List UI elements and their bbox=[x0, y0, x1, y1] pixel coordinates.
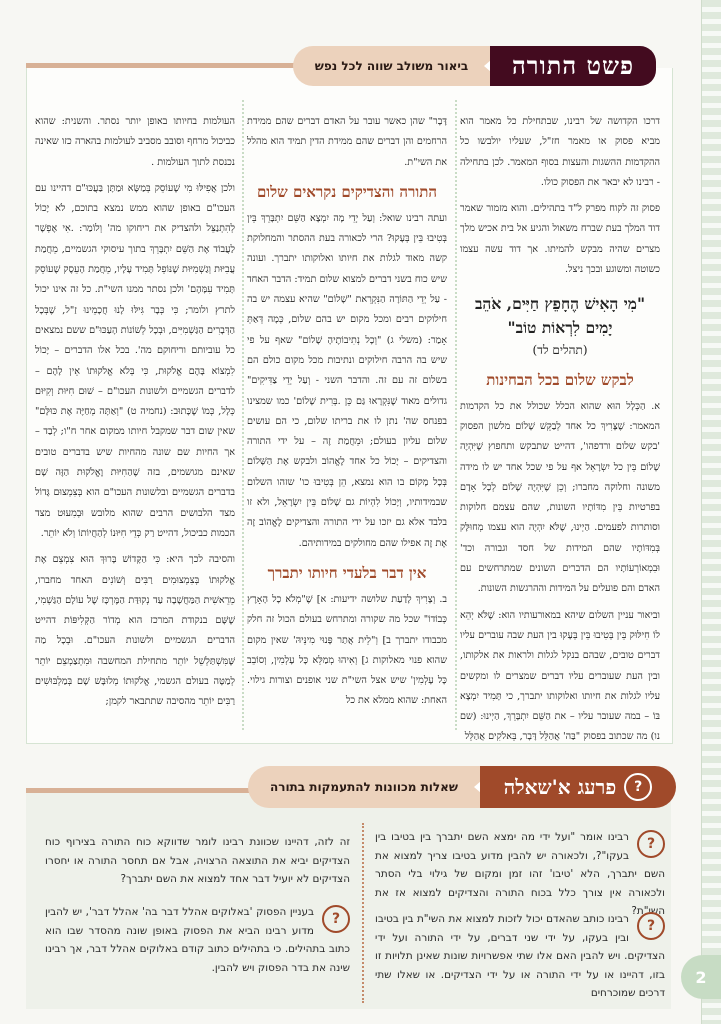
body-paragraph: העולמות בחיותו באופן יותר נסתר. והשנית: שהוא כביכול מרחף וסובב מסביב לעולמות בהארה כזו שאינה נכנסת לתוך העולמות . bbox=[35, 116, 235, 168]
question-text: רבינו אומר "ועל ידי מה ימצא השם יתברך בין בטיבו בין בעקו"?, ולכאורה יש להבין מדוע בטיבו צריך למצוא את השם יתברך, הלא 'טיבו' זהו זמן ומקום של גילוי בלי הסתר ולכאורה אין צורך כלל בכוח התורה והצדיקים למצוא אז את השי"ת? bbox=[375, 831, 665, 917]
subsection-heading: התורה והצדיקים נקראים שלום bbox=[256, 182, 438, 201]
questions-divider bbox=[362, 823, 364, 1003]
questions-title bbox=[480, 766, 676, 808]
question-bubble-icon: ? bbox=[624, 773, 652, 801]
body-paragraph: ולכן אֲפִילּוּ מִי שֶׁעוֹסֵק בְּמַשָּׂא וּמַתָּן בַּעֲכּוּ"ם דהיינו עם העכו"ם באופן שהוא ממש נמצא בתוכם, לֹא יָכוֹל לְהִתְנַצֵּל ולהצדיק את ריחוקו מה' וְלוֹמַר: .אִי אֶפְשָׁר לַעֲבוֹד אֶת הַשֵּׁם יִתְבָּרֵךְ בתוך עיסוקי הגשמיים, מֵחֲמַת עֲבִיּוּת וְגַשְׁמִיּוּת שֶׁנּוֹפֵל תָּמִיד עָלָיו, מֵחֲמַת הָעֵסֶק שֶׁעוֹסֵק תָּמִיד עִמָּהֶם' ולכן נסתר ממנו השי"ת. כל זה אינו יכול לתרץ ולומר; כִּי כְּבָר גִּילּוּ לָנוּ חֲכָמֵינוּ זַ"ל, שֶׁבְּכָל הַדְּבָרִים הַגַּשְׁמִיִּים, וּבְכָל לְשׁוֹנוֹת הָעַכּוּ"ם ששם נמצאים כל עוביותם וריחוקם מה'. בכל אלו הדברים – יָכוֹל לִמְצוֹא בָּהֶם אֱלֹקוּת, כִּי בְּלֹא אֱלֹקוּתוֹ אֵין לָהֶם – לדברים הגשמיים ולשונות העכו"ם – שׁוּם חִיּוּת וְקִיּוּם כְּלָל, כְּמוֹ שֶׁכָּתוּב: (נחמיה ט) "וְאַתָּה מְחַיֶּה אֶת כּוּלָּם" שאין שום דבר שמקבל חיותו ממקום אחר ח"ו; לְבַד – אך החיות שם שונה מהחיות שיש בדברים טובים שאינם מגושמים, בזה שֶׁהַחִיּוּת וֶאֱלֹקוּת הַזֶּה שָׁם בדברים הגשמיים ובלשונות העכו"ם הוא בְּצִמְצוּם גָּדוֹל מצד הלבושים הרבים שהוא מלובש וּבְמִעוּט מצד הכמות כביכול, דהייט רַק כְּדֵי חִיּוּנוֹ לְהַחֲיוֹתוֹ וְלֹא יוֹתֵר. bbox=[35, 182, 235, 539]
question-continuation bbox=[45, 833, 350, 889]
question-item bbox=[375, 910, 665, 1003]
column-divider bbox=[242, 100, 244, 730]
question-text: בעניין הפסוק 'באלוקים אהלל דבר בה' אהלל דבר', יש להבין מדוע רבינו הביא את הפסוק באופן שונה מהסדר שבו הוא כתוב בתהילים. כי בתהילים כתוב קודם באלוקים אהלל דבר, אך רבינו שינה את בדר הפסוק ויש להבין. bbox=[45, 906, 350, 974]
section-title: פשט התורה bbox=[490, 46, 656, 86]
page-number: 2 bbox=[681, 955, 721, 999]
intro-paragraph: פסוק זה לקוח מפרק ל"ד בתהילים. והוא מזמור שאמר דוד המלך בעת שברח משאול והגיע אל בית אכיש מלך מצרים שהיה מבקש להמיתו. אך דוד עשה עצמו כשוטה ומשוגע ובכך ניצל. bbox=[460, 203, 660, 276]
body-paragraph: והסיבה לכך היא: כִּי הַקָּדוֹשׁ בָּרוּךְ הוּא צִמְצֵם אֶת אֱלֹקוּתוֹ בְּצִמְצוּמִים רַבִּים וְשׁוֹנִים האחד מחברו, מֵרֵאשִׁית הַמַּחֲשָׁבָה עַד נְקוּדַּת הַמֶּרְכָּז שֶׁל עוֹלָם הַגַּשְׁמִי, שֶׁשָּׁם בנקודת המרכז הוא מְדוֹר הַקְּלִיפּוֹת דהייט הדברים הגשמיים ולשונות העכו"ם. וּבְכָל מַה שֶּׁמִּשְׁתַּלְשֵׁל יוֹתֵר מתחילת המחשבה וּמִתְצַמְצֵם יוֹתֵר לְמַטָּה בעולם הגשמי, אֱלֹקוּתוֹ מְלוּבָּשׁ שָׁם בְּמַלְבּוּשִׁים רַבִּים יוֹתֵר מהסיבה שתתבאר לקמן; bbox=[35, 554, 235, 708]
article-column-middle bbox=[247, 112, 447, 718]
questions-subtitle: שאלות מכוונות להתעמקות בתורה bbox=[248, 766, 480, 808]
body-paragraph: וביאור עניין השלום שיהא במאורעותיו הוא: שֶׁלֹּא יְהֵא לוֹ חִילּוּק בֵּין בְּטִיבוּ בֵּין בְּעָקוּ בין העת שבה עוברים עליו דברים טובים, שבהם בנקל לגלות ולראות את אלקותו, ובין העת שעוברים עליו דברים שמצרים לו ומקשים עליו לגלות את חיותו ואלוקותו יתברך, כי תָּמִיד יִמְצָא בּוֹ – במה שעובר עליו – את הַשֵּׁם יִתְבָּרֵךְ, הַיְינוּ: (שם נו) מה שכתוב בפסוק "בַּה' אֲהַלֵּל דָּבָר, בֵּאלֹקִים אֲהַלֵּל bbox=[460, 609, 660, 743]
column-divider bbox=[455, 100, 457, 730]
section-subtitle: ביאור משולב שווה לכל נפש bbox=[293, 46, 490, 86]
question-item bbox=[375, 828, 665, 921]
question-text: זה לזה, דהיינו שכוונת רבינו לומר שדווקא כוח התורה בצירוף כוח הצדיקים יביא את התוצאה הרצויה, אבל אם תחסר התורה או יחסרו הצדיקים לא יועיל דבר אחד למצוא את השם יתברך? bbox=[45, 836, 350, 885]
question-bubble-icon: ? bbox=[637, 830, 665, 858]
question-text: רבינו כותב שהאדם יכול לזכות למצוא את השי"ת בין בטיבו ובין בעקו, על ידי שני דברים, על ידי התורה ועל ידי הצדיקים. ויש להבין האם אלו שתי אפשרויות שונות שאינן תלויות זו בזו, דהיינו או על ידי התורה או על ידי הצדיקים. או שאלו שתי דרכים שמוכרחים bbox=[375, 913, 665, 999]
question-bubble-icon: ? bbox=[637, 912, 665, 940]
article-column-right bbox=[460, 112, 660, 754]
body-paragraph: ועתה רבינו שואל: וְעַל יְדֵי מָה יִמְצָא הַשֵּׁם יִתְבָּרֵךְ בֵּין בְּטִיבוּ בֵּין בְּעָקוּ? הרי לכאורה בעת ההסתר והמחלוקת קשה מאוד לגלות את חיותו ואלוקותו יתברך. ועונה שיש כוח בשני דברים למצוא שלום תמיד: הדבר האחד - עַל יְדֵי הַתּוֹרָה הַנִּקְרֵאת "שָׁלוֹם" שהיא עצמה יש בה חילוקים רבים ומכל מקום יש בהם שלום, כְּמָה דְּאַתְּ אָמַר: (משלי ג) "וְכָל נְתִיבוֹתֶיהָ שָׁלוֹם" שאף על פי שיש בה הרבה חילוקים ונתיבות מכל מקום כולם הם בשלום זה עם זה. והדבר השני - וְעַל יְדֵי צַדִּיקִים" גדולים מאוד שֶׁנִּקְרָאוּ גַּם כֵּן .בְּרִית שָׁלוֹם' כמו שמצינו בפנחס שה' נתן לו את בריתו שלום, כי הם עושים שלום עליון בעולם; וּמֵחֲמַת זֶה – על ידי התורה והצדיקים – יָכוֹל כל אחד לֶאֱהוֹב ולבקש אֶת הַשָּׁלוֹם בְּכָל מָקוֹם בו הוא נמצא, הֵן בְּטִיבוּ כו' שזהו השלום שבמידותיו, וְיָכוֹל לִהְיוֹת גם שָׁלוֹם בֵּין יִשְׂרָאֵל, ולא זו בלבד אלא גם יזכו על ידי התורה והצדיקים לֶאֱהוֹב זֶה אֶת זֶה אפילו שהם מחולקים במידותיהם. bbox=[247, 212, 447, 549]
subsection-heading: אין דבר בלעדי חיותו יתברך bbox=[267, 563, 427, 582]
question-bubble-icon: ? bbox=[322, 905, 350, 933]
subsection-heading: לבקש שלום בכל הבחינות bbox=[486, 370, 634, 389]
body-paragraph: ב. וְצָרִיךְ לָדַעַת שלושה ידיעות: א] שֶׁ"מְלֹא כָל הָאָרֶץ כְּבוֹדוֹ" שכל מה שקורה ומתרחש בעולם הכול זה חלק מכבודו יתברך ב] וְ"לֵית אֲתַר פָּנוּי מִינֵּיהּ' שאין מקום שהוא פנוי מאלוקות ג] וְאִיהוּ מְמַלֵּא כָּל עָלְמִין, וְסוֹבֵב כָּל עָלְמִין' שיש אצל השי"ת שני אופנים וצורות גילוי. האחת: שהוא ממלא את כל bbox=[247, 593, 447, 707]
page-edge-stripes bbox=[701, 0, 721, 1024]
question-item bbox=[45, 903, 350, 977]
body-paragraph: א. הַכְּלָל הוּא שהוא הכלל שכולל את כל הקדמות המאמר: שֶׁצָּרִיךְ כל אחד לְבַקֵּשׁ שָׁלוֹם מלשון הפסוק 'בקש שלום ורדפהו', דהייט שתבקש ותחפוץ שֶׁיִּהְיֶה שָׁלוֹם בֵּין כל יִשְׂרָאֵל אף על פי שכל אחד יש לו מידה משונה וחלוקה מחברו; וְכֵן שֶׁיִּהְיֶה שָׁלוֹם לְכָל אָדָם בפרטיות בֵּין מִדּוֹתָיו השונות, שהם עצמם חלוקות וסותרות לפעמים. הַיְינוּ, שֶׁלֹּא יִהְיֶה הוא עצמו מְחוּלָּק בְּמִדּוֹתָיו שהם המידות של חסד וגבורה וכד' וּבִמְאוֹרְעוֹתָיו הם הדברים השונים שמתרחשים עם האדם והם פועלים על המידות וההרגשות השונות. bbox=[460, 400, 660, 595]
verse-source: (תהלים לד) bbox=[532, 343, 588, 358]
intro-paragraph: דרכו הקדושה של רבינו, שבתחילת כל מאמר הוא מביא פסוק או מאמר חז"ל, שעליו יולבשו כל ההקדמות ההשגות והעצות בסוף המאמר. לכן בתחילה - רבינו לא יבאר את הפסוק כולו. bbox=[460, 116, 660, 188]
questions-title-text: פרעג א'שאלה bbox=[503, 774, 617, 799]
article-column-left bbox=[35, 112, 235, 719]
body-paragraph: דָּבָר" שהן כאשר עובר על האדם דברים שהם ממידת הרחמים והן דברים שהם ממידת הדין תמיד הוא מהלל את השי"ת. bbox=[247, 116, 447, 168]
opening-verse: "מִי הָאִישׁ הֶחָפֵץ חַיִּים, אֹהֵב יָמִים לִרְאוֹת טוֹב" bbox=[474, 294, 646, 338]
